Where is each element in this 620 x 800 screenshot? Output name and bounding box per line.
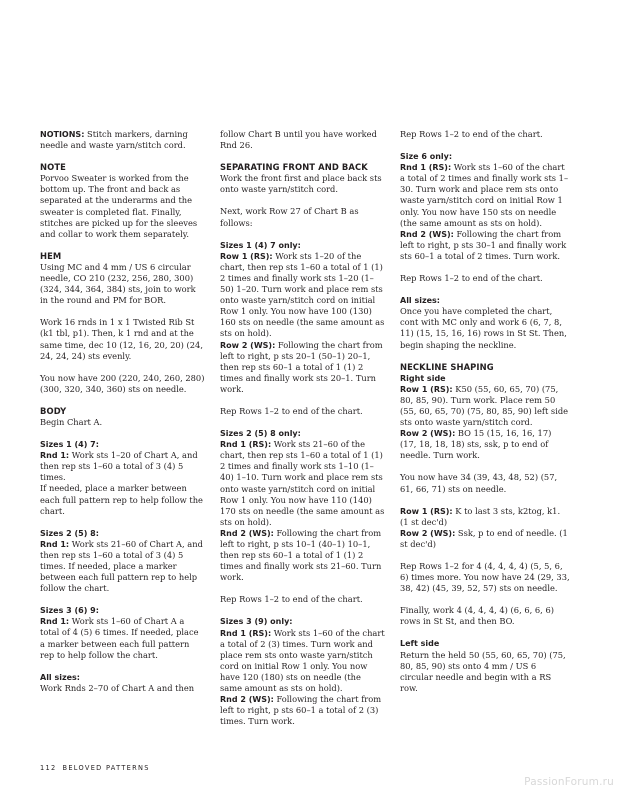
- sizes-147-text: [40, 450, 205, 517]
- sizes-147-only-heading: Sizes 1 (4) 7 only:: [220, 240, 301, 250]
- sizes-258-only-heading: Sizes 2 (5) 8 only:: [220, 429, 301, 439]
- instruction-text: Ssk, p to end of needle. (1 st dec'd): [400, 527, 568, 549]
- rnd-2-text: [220, 694, 385, 727]
- section-title: BELOVED PATTERNS: [62, 764, 150, 772]
- all-sizes-heading: All sizes:: [400, 296, 441, 306]
- repeat-text: Rep Rows 1–2 to end of the chart.: [400, 273, 543, 284]
- finally-text: Finally, work 4 (4, 4, 4, 4) (6, 6, 6, 6) rows in St St, and then BO.: [400, 605, 554, 627]
- rnd-2-text: [220, 528, 385, 583]
- row-2-decrease-text: [400, 528, 570, 550]
- instruction-text: K to last 3 sts, k2tog, k1. (1 st dec'd): [400, 505, 561, 527]
- column-2: [220, 129, 385, 727]
- instruction-text: Work sts 21–60 of the chart, then rep sts 1–60 a total of 1 (1) 2 times and finally work sts 1–10 (1–40) 1–10. Turn work and place rem sts onto waste yarn/stitch cord on initial Row 1 only. You now have 110 (140) 170 sts on needle (the same amount as sts on hold).: [220, 439, 385, 527]
- separating-paragraph-1: Work the front first and place back sts onto waste yarn/stitch cord.: [220, 173, 382, 195]
- row-label: Row 1 (RS):: [220, 251, 273, 261]
- hem-heading: HEM: [40, 250, 62, 261]
- row-2-text: [400, 428, 570, 461]
- sizes-369-heading: Sizes 3 (6) 9:: [40, 606, 99, 616]
- body-paragraph: Begin Chart A.: [40, 416, 103, 427]
- column-1: [40, 129, 205, 694]
- sizes-258-text: [40, 539, 205, 594]
- rnd-label: Rnd 2 (WS):: [220, 528, 274, 538]
- sizes-258-heading: Sizes 2 (5) 8:: [40, 528, 99, 538]
- note-heading: NOTE: [40, 162, 66, 173]
- instruction-text: Work sts 21–60 of Chart A, and then rep sts 1–60 a total of 3 (4) 5 times. If needed, place a marker between each full pattern rep to help follow the chart.: [40, 538, 203, 594]
- repeat-text: Rep Rows 1–2 to end of the chart.: [400, 129, 543, 139]
- instruction-text: Following the chart from left to right, p sts 10–1 (40–1) 10–1, then rep sts 60–1 a total of 1 (1) 2 times and finally work sts 21–60. Turn work.: [220, 527, 382, 583]
- repeat-text: Rep Rows 1–2 to end of the chart.: [220, 405, 363, 416]
- all-sizes-text: Work Rnds 2–70 of Chart A and then: [40, 682, 195, 693]
- left-side-text: Return the held 50 (55, 60, 65, 70) (75, 80, 85, 90) sts onto 4 mm / US 6 circular needle and begin with a RS row.: [400, 649, 566, 693]
- instruction-text: Following the chart from left to right, p sts 20–1 (50–1) 20–1, then rep sts 60–1 a total of 1 (1) 2 times and finally work sts 20–1. Turn work.: [220, 339, 383, 394]
- rnd-1-text: [220, 439, 385, 528]
- rnd-label: Rnd 1 (RS):: [220, 440, 272, 450]
- rnd-2-text: [400, 229, 570, 262]
- hem-paragraph-1: Using MC and 4 mm / US 6 circular needle, CO 210 (232, 256, 280, 300) (324, 344, 364, 384) sts, join to work in the round and PM for BOR.: [40, 261, 196, 306]
- right-side-heading: Right side: [400, 373, 446, 383]
- rnd-label: Rnd 2 (WS):: [400, 229, 454, 239]
- note-text: Porvoo Sweater is worked from the bottom up. The front and back as separated at the underarms and the sweater is completed flat. Finally, stitches are picked up for the sleeves and collar to work them separately.: [40, 173, 198, 239]
- notions-heading: NOTIONS:: [40, 130, 85, 139]
- rnd-1-text: [400, 162, 570, 229]
- rnd-1-text: [220, 628, 385, 695]
- left-side-heading: Left side: [400, 639, 440, 649]
- repeat-decrease-text: Rep Rows 1–2 for 4 (4, 4, 4, 4) (5, 5, 6, 6) times more. You now have 24 (29, 33, 38, 42) (45, 39, 52, 57) sts on needle.: [400, 561, 570, 594]
- rnd-label: Rnd 1 (RS):: [400, 163, 452, 173]
- repeat-text: Rep Rows 1–2 to end of the chart.: [220, 594, 363, 605]
- row-label: Row 1 (RS):: [400, 506, 453, 516]
- rnd-label: Rnd 1:: [40, 451, 70, 461]
- hem-paragraph-3: You now have 200 (220, 240, 260, 280) (300, 320, 340, 360) sts on needle.: [40, 372, 205, 394]
- instruction-text: Following the chart from left to right, p sts 60–1 a total of 2 (3) times. Turn work.: [220, 694, 382, 727]
- separating-heading: SEPARATING FRONT AND BACK: [220, 162, 368, 173]
- watermark: PassionForum.ru: [524, 776, 614, 788]
- instruction-text: K50 (55, 60, 65, 70) (75, 80, 85, 90). Turn work. Place rem 50 (55, 60, 65, 70) (75, 80, 85, 90) left side sts onto waste yarn/stitch cord.: [400, 383, 569, 428]
- row-label: Row 2 (WS):: [220, 340, 276, 350]
- instruction-text: Work sts 1–20 of Chart A, and then rep sts 1–60 a total of 3 (4) 5 times. If needed, place a marker between each full pattern rep to help follow the chart.: [40, 450, 203, 516]
- row-1-text: [220, 251, 385, 340]
- all-sizes-heading: All sizes:: [40, 672, 81, 682]
- row-label: Row 1 (RS):: [400, 384, 453, 394]
- size-6-only-heading: Size 6 only:: [400, 152, 453, 162]
- row-1-text: [400, 384, 570, 428]
- instruction-text: Work sts 1–60 of the chart a total of 2 times and finally work sts 1–30. Turn work and place rem sts onto waste yarn/stitch cord on initial Row 1 only. You now have 150 sts on needle (the same amount as sts on hold).: [400, 162, 569, 228]
- neckline-heading: NECKLINE SHAPING: [400, 361, 494, 372]
- row-label: Row 2 (WS):: [400, 528, 456, 538]
- notions-text: Stitch markers, darning needle and waste yarn/stitch cord.: [40, 129, 188, 151]
- hem-paragraph-2: Work 16 rnds in 1 x 1 Twisted Rib St (k1 tbl, p1). Then, k 1 rnd and at the same time, dec 10 (12, 16, 20, 20) (24, 24, 24, 24) sts evenly.: [40, 317, 203, 361]
- page-number: 112: [40, 764, 57, 772]
- row-1-decrease-text: [400, 506, 570, 528]
- instruction-text: Following the chart from left to right, p sts 30–1 and finally work sts 60–1 a total of 2 times. Turn work.: [400, 228, 567, 261]
- sizes-369-text: [40, 616, 205, 660]
- rnd-label: Rnd 1:: [40, 539, 70, 549]
- all-sizes-text: Once you have completed the chart, cont with MC only and work 6 (6, 7, 8, 11) (15, 15, 16, 16) rows in St St. Then, begin shaping the neckline.: [400, 306, 567, 350]
- continuation-text: follow Chart B until you have worked Rnd 26.: [220, 129, 377, 151]
- instruction-text: Work sts 1–20 of the chart, then rep sts 1–60 a total of 1 (1) 2 times and finally work sts 1–20 (1–50) 1–20. Turn work and place rem sts onto waste yarn/stitch cord on initial Row 1 only. You now have 100 (130) 160 sts on needle (the same amount as sts on hold).: [220, 250, 385, 339]
- notions-paragraph: [40, 129, 205, 151]
- separating-paragraph-2: Next, work Row 27 of Chart B as follows:: [220, 206, 359, 228]
- instruction-text: Work sts 1–60 of the chart a total of 2 (3) times. Turn work and place rem sts onto waste yarn/stitch cord on initial Row 1 only. You now have 120 (180) sts on needle (the same amount as sts on hold).: [220, 627, 385, 694]
- rnd-label: Rnd 1:: [40, 617, 70, 627]
- rnd-label: Rnd 1 (RS):: [220, 628, 272, 638]
- column-3: [400, 129, 570, 694]
- instruction-text: Work sts 1–60 of Chart A a total of 4 (5) 6 times. If needed, place a marker between each full pattern rep to help follow the chart.: [40, 616, 199, 660]
- page-footer: [40, 764, 156, 772]
- row-label: Row 2 (WS):: [400, 429, 456, 439]
- body-heading: BODY: [40, 405, 67, 416]
- rnd-label: Rnd 2 (WS):: [220, 695, 274, 705]
- sizes-147-heading: Sizes 1 (4) 7:: [40, 440, 99, 450]
- stitch-count-text: You now have 34 (39, 43, 48, 52) (57, 61, 66, 71) sts on needle.: [400, 472, 558, 494]
- sizes-39-only-heading: Sizes 3 (9) only:: [220, 617, 293, 627]
- row-2-text: [220, 340, 385, 395]
- instruction-text: BO 15 (15, 16, 16, 17) (17, 18, 18, 18) sts, ssk, p to end of needle. Turn work.: [400, 428, 552, 461]
